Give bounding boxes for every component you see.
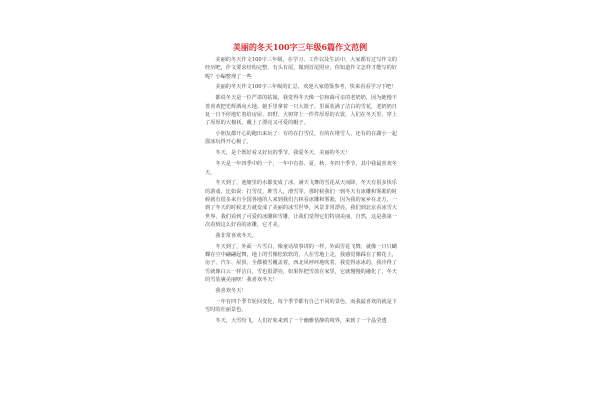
paragraph: 冬天，大雪纷飞，人们好象来到了一个幽雅恬静的境界，来到了一个晶莹透 [215, 317, 387, 324]
paragraph: 冬天到了，外面一片雪白，像童话故事讲的一样，外面雪花飞舞，就像一只只蝴蝶在空中翩翩起舞，地上的雪像松软软的，人在雪地上走，我感觉像踩在了棉花上，房子、汽车、屋顶、全都被雪覆盖着，西北风呼呼地吹着，我觉得冰冰的，我冷得了雪就像白云一样洁白，雪也很漂亮，如果你把雪放在家里，它就慢慢的融化了，冬天的雪装裹美丽呀！我喜欢冬天！ [205, 243, 397, 283]
paragraph: 冬天，是个既好看又好玩的季节，我爱冬天，美丽的冬天！ [215, 150, 351, 157]
paragraph: 冬天是一年四季中的一个，一年中有春、夏、秋、冬四个季节，其中我最喜欢冬天。 [205, 161, 397, 176]
paragraph: 小朋友都开心的跑出来玩了：有的在打雪仗，有的在堆雪人，还有的在湖小一起溜冰玩得开心极了。 [205, 131, 397, 146]
paragraph: 美丽的冬天作文100字三年级，在学习、工作以及生活中，大家都有过写作文的经历吧，作文要求结构完整，有头有尾，做到首尾照应，你知道作文怎样才能写的好呢？小编整理了一些 [205, 57, 397, 80]
document-body [205, 56, 397, 328]
paragraph: 都说冬天是一位严肃的姑娘，我觉得冬天像一位和蔼可亲的老奶奶，因为她慢不善喜欢把光辉洒向大地。她手里拿着一只大篮子，里面装满了洁白的雪花，老奶奶日复一日不停地忙着给房屋、田野、大树穿上一件件厚厚的衣裳，人们在冬天里，穿上了厚厚的大棉袄，戴上了漂亮又可爱的帽子。 [205, 95, 397, 127]
paragraph: 一年有四个季节轮回变化，每个季节都有自己不同的景色，而我最喜欢的就是下雪时的壮丽景色。 [205, 298, 397, 313]
paragraph: 我非常喜欢冬天。 [215, 232, 257, 239]
document-title: 美丽的冬天100字三年级6篇作文范例 [232, 42, 368, 52]
paragraph: 我喜欢冬天！ [215, 287, 247, 294]
paragraph: 冬天到了，池塘里的水都变成了冰，满天飞舞的雪花从天而降，冬天有很多快乐的游戏，比如说：打雪仗，堆雪人，滑雪等。那时候我们一到冬天有冰雕和雾凇的时候就有很多来自全国各地的人来到我们吉林看冰雕和雾凇，因为我的家乡在北方，一到了冬天的时候北方就变成了美丽的冰雪世界，风景非常漂亮，我们到北京看冰雪大世界，我们看到了可爱的冰雕和雪雕，让我们觉得它们特别美丽，自然，这是我第一次看到这么好看的冰雕，它才美。 [205, 180, 397, 228]
paragraph: 美丽的冬天作文100字三年级的汇总，欢迎大家借鉴参考，快来看看学习下吧！ [215, 84, 397, 91]
